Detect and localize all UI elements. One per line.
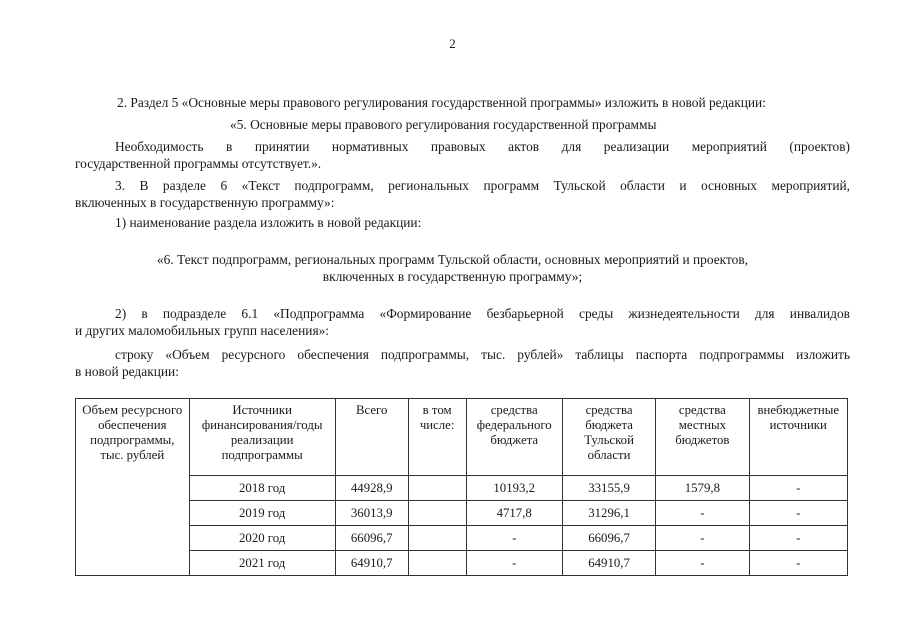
paragraph-item1: 1) наименование раздела изложить в новой редакции:	[115, 215, 422, 230]
page-number: 2	[449, 36, 456, 51]
regional-cell: 66096,7	[562, 526, 655, 551]
federal-cell: 10193,2	[466, 476, 562, 501]
table-row	[76, 526, 848, 551]
header-federal: средства федерального бюджета	[466, 399, 562, 476]
paragraph-row-instruction-line1: строку «Объем ресурсного обеспечения подпрограммы, тыс. рублей» таблицы паспорта подпрограммы изложить	[115, 347, 850, 362]
section6-heading-line1: «6. Текст подпрограмм, региональных программ Тульской области, основных мероприятий и проектов,	[156, 252, 749, 267]
paragraph-section6-line2: включенных в государственную программу»:	[75, 195, 335, 210]
year-cell: 2020 год	[189, 526, 335, 551]
total-cell: 64910,7	[335, 551, 408, 576]
local-cell: -	[656, 501, 749, 526]
row-label-cell: Объем ресурсного обеспечения подпрограммы, тыс. рублей	[76, 399, 190, 576]
table-row	[76, 501, 848, 526]
header-sources: Источники финансирования/годы реализации подпрограммы	[189, 399, 335, 476]
extrabudgetary-cell: -	[749, 501, 847, 526]
section6-heading-line2: включенных в государственную программу»;	[322, 269, 583, 284]
section5-heading: «5. Основные меры правового регулирования государственной программы	[230, 117, 657, 132]
extrabudgetary-cell: -	[749, 526, 847, 551]
header-total: Всего	[335, 399, 408, 476]
paragraph-necessity-line2: государственной программы отсутствует.».	[75, 156, 322, 171]
table-row	[76, 476, 848, 501]
header-regional: средства бюджета Тульской области	[562, 399, 655, 476]
paragraph-section5-instruction: 2. Раздел 5 «Основные меры правового регулирования государственной программы» изложить в новой редакции:	[117, 95, 766, 110]
paragraph-item2-line2: и других маломобильных групп населения»:	[75, 323, 330, 338]
year-cell: 2019 год	[189, 501, 335, 526]
local-cell: -	[656, 526, 749, 551]
total-cell: 36013,9	[335, 501, 408, 526]
header-including: в том числе:	[408, 399, 466, 476]
year-cell: 2021 год	[189, 551, 335, 576]
federal-cell: 4717,8	[466, 501, 562, 526]
resource-table	[75, 398, 848, 576]
total-cell: 66096,7	[335, 526, 408, 551]
extrabudgetary-cell: -	[749, 551, 847, 576]
paragraph-necessity-line1: Необходимость в принятии нормативных правовых актов для реализации мероприятий (проектов)	[115, 139, 850, 154]
local-cell: -	[656, 551, 749, 576]
local-cell: 1579,8	[656, 476, 749, 501]
table-row	[76, 551, 848, 576]
paragraph-row-instruction-line2: в новой редакции:	[75, 364, 179, 379]
including-cell	[408, 526, 466, 551]
total-cell: 44928,9	[335, 476, 408, 501]
table-header-row	[76, 399, 848, 476]
regional-cell: 64910,7	[562, 551, 655, 576]
federal-cell: -	[466, 551, 562, 576]
including-cell	[408, 501, 466, 526]
regional-cell: 31296,1	[562, 501, 655, 526]
federal-cell: -	[466, 526, 562, 551]
including-cell	[408, 551, 466, 576]
extrabudgetary-cell: -	[749, 476, 847, 501]
including-cell	[408, 476, 466, 501]
paragraph-item2-line1: 2) в подразделе 6.1 «Подпрограмма «Формирование безбарьерной среды жизнедеятельности для инвалидов	[115, 306, 850, 321]
header-extrabudgetary: внебюджетные источники	[749, 399, 847, 476]
header-local: средства местных бюджетов	[656, 399, 749, 476]
year-cell: 2018 год	[189, 476, 335, 501]
paragraph-section6-line1: 3. В разделе 6 «Текст подпрограмм, региональных программ Тульской области и основных мероприятий,	[115, 178, 850, 193]
regional-cell: 33155,9	[562, 476, 655, 501]
